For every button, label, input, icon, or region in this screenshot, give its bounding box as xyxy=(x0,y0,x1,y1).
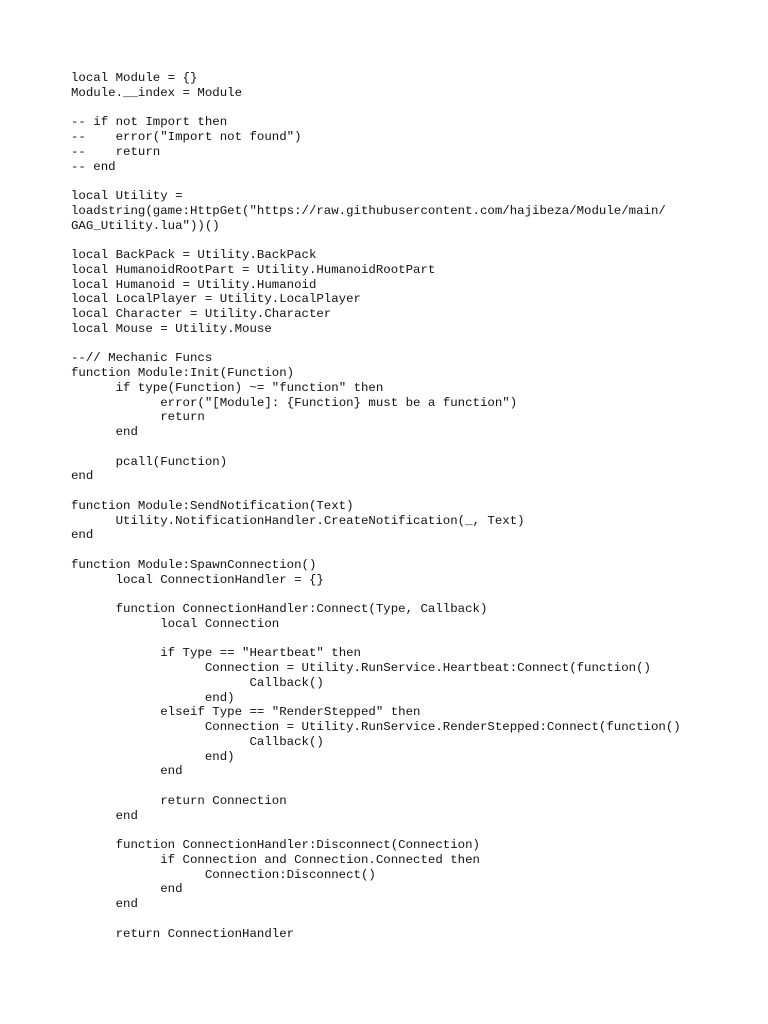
code-line: -- if not Import then xyxy=(71,115,228,130)
code-line xyxy=(71,484,731,499)
code-line: --// Mechanic Funcs xyxy=(71,351,213,366)
code-line xyxy=(71,779,731,794)
code-line: local Character = Utility.Character xyxy=(71,307,332,321)
code-line: return ConnectionHandler xyxy=(71,926,295,941)
code-line xyxy=(71,587,731,602)
code-line: Callback() xyxy=(71,734,324,749)
code-line: local Humanoid = Utility.Humanoid xyxy=(71,277,317,292)
code-line: GAG_Utility.lua"))() xyxy=(71,218,220,233)
code-line: end xyxy=(71,425,138,439)
code-line: function Module:SpawnConnection() xyxy=(71,557,317,572)
code-line: end) xyxy=(71,749,235,764)
code-line: -- end xyxy=(71,159,116,174)
code-line: -- error("Import not found") xyxy=(71,130,302,144)
code-line: end xyxy=(71,897,138,911)
code-line: local Connection xyxy=(71,616,280,631)
code-line: pcall(Function) xyxy=(71,454,228,469)
code-line: if Connection and Connection.Connected then xyxy=(71,852,480,867)
code-line xyxy=(71,440,731,455)
code-line: return xyxy=(71,410,205,425)
code-line: function Module:SendNotification(Text) xyxy=(71,498,354,513)
code-line: local Mouse = Utility.Mouse xyxy=(71,321,272,336)
code-line: Utility.NotificationHandler.CreateNotification(_, Text) xyxy=(71,513,525,528)
code-line: end xyxy=(71,882,183,897)
code-line: Callback() xyxy=(71,675,324,690)
code-line xyxy=(71,101,731,116)
code-line xyxy=(71,912,731,927)
code-line: end xyxy=(71,808,138,823)
code-line: Connection = Utility.RunService.RenderStepped:Connect(function() xyxy=(71,720,681,734)
code-line: Connection:Disconnect() xyxy=(71,867,376,882)
code-line: Module.__index = Module xyxy=(71,85,243,100)
code-line xyxy=(71,823,731,838)
code-line: end xyxy=(71,764,183,779)
code-line: local HumanoidRootPart = Utility.HumanoidRootPart xyxy=(71,262,436,277)
code-line: if type(Function) ~= "function" then xyxy=(71,380,384,395)
code-line: end) xyxy=(71,690,235,705)
code-line: local Utility = xyxy=(71,189,183,203)
code-line: error("[Module]: {Function} must be a function") xyxy=(71,395,518,410)
code-line xyxy=(71,337,731,352)
code-line: function ConnectionHandler:Connect(Type, Callback) xyxy=(71,602,488,616)
code-line: loadstring(game:HttpGet("https://raw.githubusercontent.com/hajibeza/Module/main/ xyxy=(71,203,666,218)
code-line: -- return xyxy=(71,144,161,159)
code-line: local ConnectionHandler = {} xyxy=(71,572,324,587)
code-line: local LocalPlayer = Utility.LocalPlayer xyxy=(71,292,361,307)
code-line: end xyxy=(71,528,94,543)
code-line xyxy=(71,632,731,647)
code-line: local BackPack = Utility.BackPack xyxy=(71,248,317,262)
code-line xyxy=(71,174,731,189)
code-line xyxy=(71,233,731,248)
code-line: if Type == "Heartbeat" then xyxy=(71,646,361,661)
code-line xyxy=(71,543,731,558)
code-line: Connection = Utility.RunService.Heartbeat:Connect(function() xyxy=(71,661,651,675)
code-listing xyxy=(71,71,731,941)
code-line: return Connection xyxy=(71,793,287,808)
code-line: end xyxy=(71,469,94,484)
code-line: function ConnectionHandler:Disconnect(Connection) xyxy=(71,838,480,852)
code-line: elseif Type == "RenderStepped" then xyxy=(71,705,421,720)
code-line: local Module = {} xyxy=(71,71,198,85)
code-line: function Module:Init(Function) xyxy=(71,366,295,380)
